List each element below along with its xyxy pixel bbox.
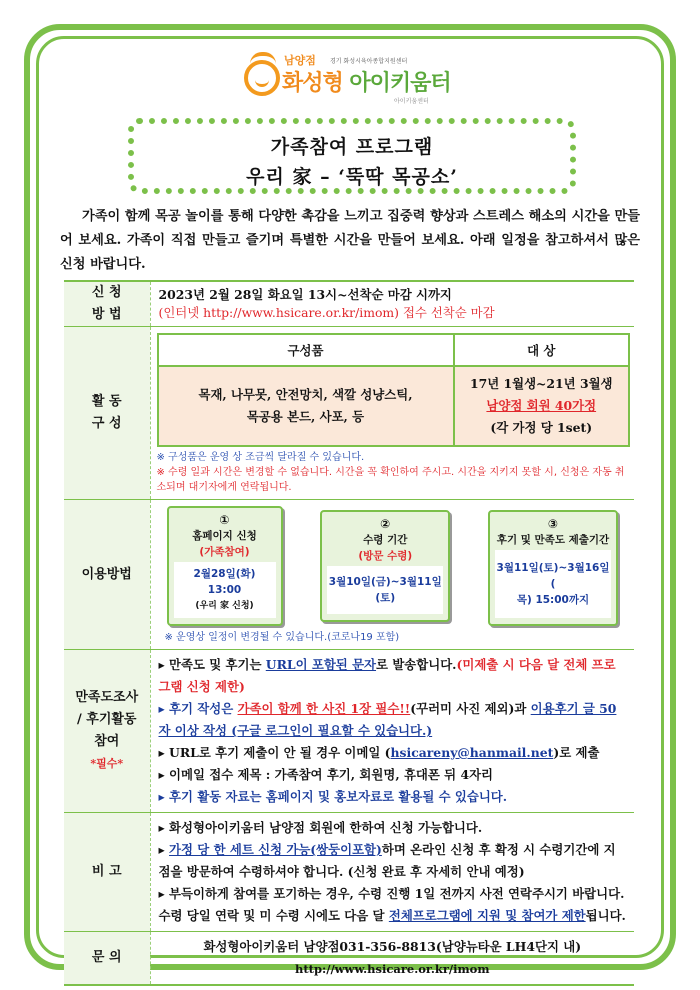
remarks-b3-b: 전체프로그램에 지원 및 참여가 제한 [388, 908, 586, 923]
remarks-b2-a: ▸ [158, 842, 170, 857]
logo-main-1: 화성형 [282, 71, 350, 96]
step-1-sub: (가족참여) [199, 546, 250, 558]
target-line-2: 남양점 회원 40가정 [486, 398, 597, 413]
step-3-detail-1: 3월11일(토)~3월16일( [496, 562, 610, 590]
survey-b3-c: )로 제출 [553, 745, 600, 760]
label-survey-required: *필수* [90, 757, 124, 770]
target-line-1: 17년 1월생~21년 3월생 [469, 376, 613, 391]
step-2 [320, 510, 450, 622]
info-table [64, 280, 634, 986]
label-apply [64, 281, 150, 327]
remarks-b3-c: 됩니다. [585, 908, 626, 923]
content-survey [150, 650, 634, 813]
survey-bullet-3 [159, 742, 627, 764]
step-1 [167, 506, 283, 626]
row-apply [64, 281, 634, 327]
survey-b2-a: ▸ 후기 작성은 [158, 701, 238, 716]
content-usage [150, 500, 634, 650]
remarks-bullet-2 [159, 839, 627, 883]
step-1-detail-2: 13:00 [207, 584, 242, 596]
content-remarks [150, 813, 634, 932]
items-line-2: 목공용 본드, 사포, 등 [246, 409, 365, 424]
step-1-num: ① [219, 513, 230, 527]
survey-b2-d: 이용후기 글 50자 이상 작성 (구글 로그인이 필요할 수 있습니다.) [158, 701, 617, 738]
remarks-b2-c: 하며 온라인 신청 후 확정 시 수령기간에 지점을 방문하여 수령하셔야 합니다. (신청 완료 후 자세히 안내 예정) [158, 842, 616, 879]
label-survey [64, 650, 150, 813]
survey-b3-a: ▸ URL로 후기 제출이 안 될 경우 이메일 ( [158, 745, 391, 760]
step-3-body [495, 550, 611, 618]
label-remarks: 비 고 [64, 813, 150, 932]
label-composition-2: 구 성 [91, 416, 122, 431]
label-composition-1: 활 동 [91, 394, 122, 409]
survey-b1-a: ▸ 만족도 및 후기는 [158, 657, 266, 672]
row-contact [64, 932, 634, 986]
contact-url[interactable]: http://www.hsicare.or.kr/imom [294, 962, 490, 976]
content-contact [150, 932, 634, 986]
step-2-detail-1: 3월10일(금)~3월11일 [328, 576, 442, 588]
step-1-detail-1: 2월28일(화) [193, 568, 256, 580]
label-usage: 이용방법 [64, 500, 150, 650]
survey-bullet-2 [159, 698, 627, 742]
step-2-detail-2: (토) [375, 592, 396, 604]
survey-bullet-5: ▸ 후기 활동 자료는 홈페이지 및 홍보자료로 활용될 수 있습니다. [158, 789, 508, 804]
survey-b1-c: 로 발송합니다. [376, 657, 457, 672]
row-usage [64, 500, 634, 650]
label-survey-3: 참여 [94, 734, 120, 749]
title-line-2: 우리 家 – ‘뚝딱 목공소’ [246, 166, 458, 188]
remarks-bullet-1: ▸ 화성형아이키움터 남양점 회원에 한하여 신청 가능합니다. [158, 820, 483, 835]
step-1-body [174, 562, 276, 618]
logo [244, 52, 474, 110]
contact-line-1: 화성형아이키움터 남양점031-356-8813(남양뉴타운 LH4단지 내) [203, 939, 582, 954]
survey-bullet-4: ▸ 이메일 접수 제목 : 가족참여 후기, 회원명, 휴대폰 뒤 4자리 [158, 767, 494, 782]
apply-line-2: (인터넷 http://www.hsicare.or.kr/imom) 접수 선착순 마감 [158, 305, 495, 320]
row-composition [64, 327, 634, 500]
composition-table [157, 333, 631, 447]
row-remarks [64, 813, 634, 932]
step-3-num: ③ [547, 517, 559, 531]
step-2-num: ② [380, 517, 391, 531]
label-composition [64, 327, 150, 500]
step-1-detail-3: (우리 家 신청) [195, 601, 254, 611]
email-link[interactable]: hsicareny@hanmail.net [390, 745, 554, 760]
title-line-1: 가족참여 프로그램 [270, 136, 434, 158]
intro-text: 가족이 함께 목공 놀이를 통해 다양한 촉감을 느끼고 집중력 향상과 스트레스 해소의 시간을 만들어 보세요. 가족이 직접 만들고 즐기며 특별한 시간을 만들어 보세요. 아래 일정을 참고하셔서 많은 신청 바랍니다. [60, 209, 640, 272]
label-survey-1: 만족도조사 [75, 690, 139, 705]
items-cell [158, 366, 454, 446]
step-2-title: 수령 기간 [363, 534, 408, 546]
items-line-1: 목재, 나무못, 안전망치, 색깔 성냥스틱, [198, 387, 413, 402]
content-composition [150, 327, 634, 500]
logo-sub: 아이키움센터 [394, 98, 429, 105]
col-header-items: 구성품 [158, 334, 454, 366]
usage-note: ※ 운영상 일정이 변경될 수 있습니다.(코로나19 포함) [164, 632, 400, 643]
survey-b1-d: (미제출 시 다음 달 전체 프로그램 신청 제한) [158, 657, 616, 694]
logo-branch: 남양점 [284, 54, 316, 67]
label-contact: 문 의 [64, 932, 150, 986]
survey-b2-b: 가족이 함께 한 사진 1장 필수!! [237, 701, 411, 716]
survey-b1-b: URL이 포함된 문자 [265, 657, 377, 672]
logo-face-icon [244, 60, 280, 96]
title-box [128, 118, 576, 194]
target-line-3: (각 가정 당 1set) [490, 420, 593, 435]
content-apply [150, 281, 634, 327]
remarks-b2-b: 가정 당 한 세트 신청 가능(쌍둥이포함) [169, 842, 382, 857]
step-3 [488, 510, 618, 626]
remarks-b3-a: ▸ 부득이하게 참여를 포기하는 경우, 수령 진행 1일 전까지 사전 연락주시기 바랍니다. 수령 당일 연락 및 미 수령 시에도 다음 달 [158, 886, 625, 923]
note-2: ※ 수령 일과 시간은 변경할 수 없습니다. 시간을 꼭 확인하여 주시고. 시간을 지키지 못할 시, 신청은 자동 취소되며 대기자에게 연락됩니다. [156, 467, 625, 493]
step-2-sub: (방문 수령) [358, 550, 413, 562]
composition-notes [157, 450, 631, 495]
step-2-body [327, 566, 443, 614]
target-cell [454, 366, 630, 446]
logo-org: 경기 화성시육아종합지원센터 [330, 58, 408, 65]
apply-line-1: 2023년 2월 28일 화요일 13시~선착순 마감 시까지 [158, 287, 452, 302]
survey-b2-c: (꾸러미 사진 제외)과 [410, 701, 531, 716]
row-survey [64, 650, 634, 813]
survey-bullet-1 [159, 654, 627, 698]
note-1: ※ 구성품은 운영 상 조금씩 달라질 수 있습니다. [156, 452, 365, 463]
steps [165, 504, 621, 626]
label-apply-1: 신 청 [91, 285, 122, 300]
logo-main [282, 66, 451, 97]
step-1-title: 홈페이지 신청 [192, 530, 257, 542]
label-apply-2: 방 법 [91, 307, 122, 322]
step-3-title: 후기 및 만족도 제출기간 [496, 534, 610, 546]
step-3-detail-2: 목) 15:00까지 [516, 594, 590, 606]
label-survey-2: / 후기활동 [76, 712, 137, 727]
logo-main-2: 아이키움터 [349, 71, 451, 96]
col-header-target: 대 상 [454, 334, 630, 366]
remarks-bullet-3 [159, 883, 627, 927]
